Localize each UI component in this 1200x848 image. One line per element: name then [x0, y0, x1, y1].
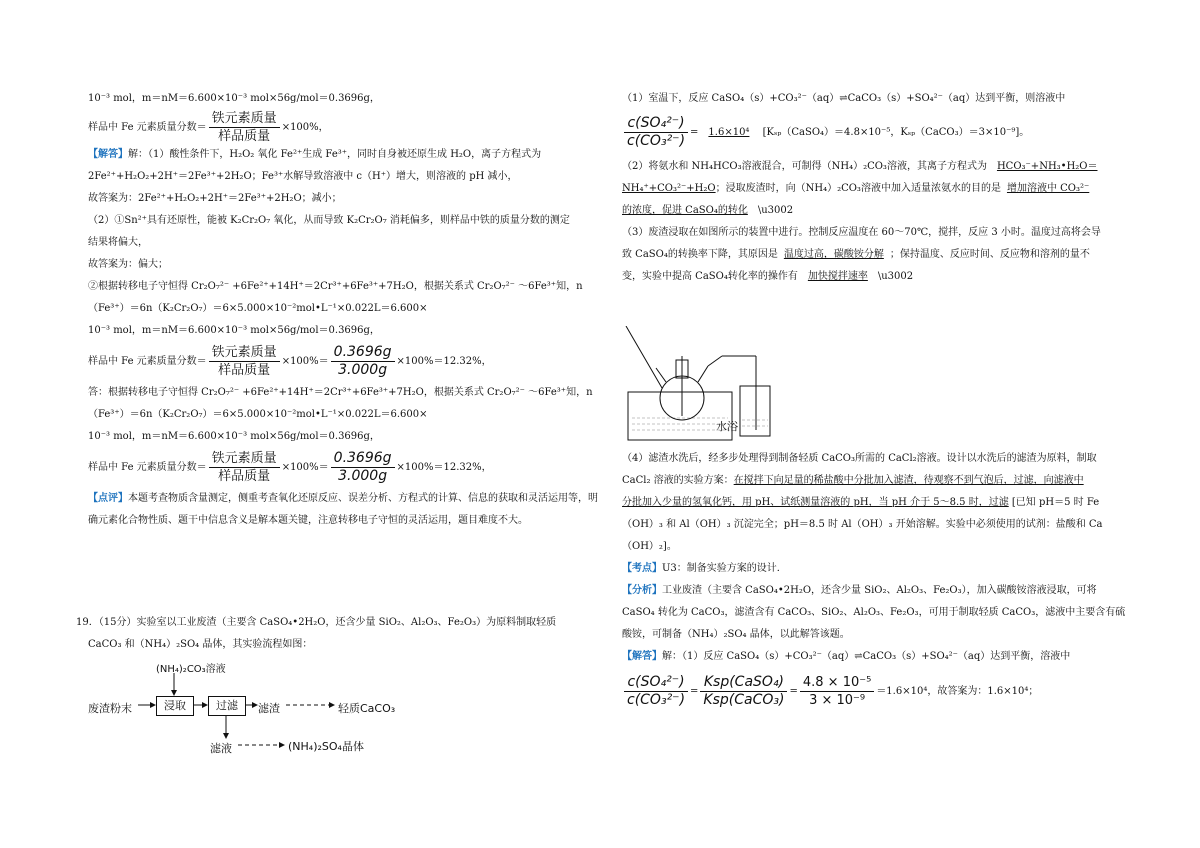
analysis-tag: 【分析】	[622, 585, 662, 596]
answer-blank: 的浓度，促进 CaSO₄的转化	[622, 205, 748, 216]
keypoint-line: 【考点】U3：制备实验方案的设计．	[622, 563, 787, 574]
formula-line: $\frac{\text{c(SO₄²⁻)}}{\text{c(CO₃²⁻)}}$ = $\frac{\text{Ksp(CaSO₄)}}{\text{Ksp(CaCO₃)}}$ = $\frac{\text{4.8 × 10⁻⁵}}{\text{3 × 10⁻⁹}}$ ＝1.6×10⁴，故答案为：1.6×10⁴；	[622, 668, 1130, 716]
comment-paragraph: 【点评】本题考查物质含量测定，侧重考查氧化还原反应、误差分析、方程式的计算、信息的获取和灵活运用等，明确元素化合物性质、题干中信息含义是解本题关键，注意转移电子守恒的灵活运用，题目难度不大。	[88, 493, 598, 526]
text-line: （2）将氨水和 NH₄HCO₃溶液混合，可制得（NH₄）₂CO₃溶液，其离子方程式为 HCO₃⁻+NH₃•H₂O＝	[622, 161, 1098, 172]
text-line: CaSO₄ 转化为 CaCO₃，滤渣含有 CaCO₃、SiO₂、Al₂O₃、Fe₂O₃，可用于制取轻质 CaCO₃，滤液中主要含有硫	[622, 607, 1126, 618]
text-line: （3）废渣浸取在如图所示的装置中进行。控制反应温度在 60～70℃，搅拌，反应 3 小时。温度过高将会导	[622, 227, 1101, 238]
left-column	[88, 88, 600, 532]
text-line: 样品中 Fe 元素质量分数＝ $\frac{\text{铁元素质量}}{\text{样品质量}}$ ×100%，	[88, 111, 329, 144]
water-bath-label: 水浴	[716, 420, 738, 433]
answer-blank: HCO₃⁻+NH₃•H₂O＝	[996, 161, 1098, 172]
answer-blank: 分批加入少量的氢氧化钙，用 pH、试纸测量溶液的 pH，当 pH 介于 5～8.5 时，过滤	[622, 497, 1009, 508]
fraction: $\frac{\text{铁元素质量}}{\text{样品质量}}$	[209, 110, 280, 144]
answer-blank: 温度过高，碳酸铵分解	[783, 249, 884, 260]
reagent-label: (NH₄)₂CO₃溶液	[156, 664, 226, 675]
text-line: 答：根据转移电子守恒得 Cr₂O₇²⁻ +6Fe²⁺+14H⁺＝2Cr³⁺+6Fe³⁺+7H₂O，根据关系式 Cr₂O₇²⁻ ～6Fe³⁺知，n	[88, 387, 593, 398]
fraction: $\frac{\text{4.8 × 10⁻⁵}}{\text{3 × 10⁻⁹}}$	[800, 674, 874, 709]
text-line: CaCl₂ 溶液的实验方案：在搅拌下向足量的稀盐酸中分批加入滤渣，待观察不到气泡后，过滤，向滤液中	[622, 475, 1084, 486]
filtrate-label: 滤液	[210, 742, 232, 755]
text-line: NH₄⁺+CO₃²⁻+H₂O；浸取废渣时，向（NH₄）₂CO₃溶液中加入适量浓氨水的目的是 增加溶液中 CO₃²⁻	[622, 183, 1090, 194]
text-line: 10⁻³ mol，m＝nM＝6.600×10⁻³ mol×56g/mol＝0.3696g，	[88, 93, 380, 104]
fraction: $\frac{\text{Ksp(CaSO₄)}}{\text{Ksp(CaCO₃)}}$	[700, 674, 787, 709]
answer-blank: NH₄⁺+CO₃²⁻+H₂O	[622, 183, 716, 194]
flow-arrows	[88, 656, 508, 756]
text-line: 故答案为：2Fe²⁺+H₂O₂+2H⁺＝2Fe³⁺+2H₂O；减小；	[88, 193, 342, 204]
fraction: $\frac{\text{铁元素质量}}{\text{样品质量}}$	[209, 450, 280, 485]
text-line: 2Fe²⁺+H₂O₂+2H⁺＝2Fe³⁺+2H₂O；Fe³⁺水解导致溶液中 c（H⁺）增大，则溶液的 pH 减小，	[88, 171, 518, 182]
analysis-line: 【分析】工业废渣（主要含 CaSO₄•2H₂O，还含少量 SiO₂、Al₂O₃、Fe₂O₃），加入碳酸铵溶液浸取，可将	[622, 585, 1097, 596]
product2-label: (NH₄)₂SO₄晶体	[288, 740, 364, 753]
answer-line: 【解答】解：（1）酸性条件下，H₂O₂ 氧化 Fe²⁺生成 Fe³⁺，同时自身被还原生成 H₂O，离子方程式为	[88, 149, 542, 160]
text-line: 的浓度，促进 CaSO₄的转化 \u3002	[622, 205, 794, 216]
apparatus-figure	[622, 326, 782, 444]
question-19: 19．（15分）实验室以工业废渣（主要含 CaSO₄•2H₂O，还含少量 SiO₂、Al₂O₃、Fe₂O₃）为原料制取轻质 CaCO₃ 和（NH₄）₂SO₄ 晶体，其实验流程如图：	[76, 617, 557, 650]
text-line: （4）滤渣水洗后，经多步处理得到制备轻质 CaCO₃所需的 CaCl₂溶液。设计以水洗后的滤渣为原料，制取	[622, 453, 1097, 464]
text-line: 样品中 Fe 元素质量分数＝ $\frac{\text{铁元素质量}}{\text{样品质量}}$ ×100%＝ $\frac{0.3696g}{3.000g}$ ×100%＝12.32%，	[88, 344, 492, 378]
text-line: （2）①Sn²⁺具有还原性，能被 K₂Cr₂O₇ 氧化，从而导致 K₂Cr₂O₇ 消耗偏多，则样品中铁的质量分数的测定	[88, 215, 570, 226]
answer-tag: 【解答】	[88, 149, 128, 160]
answer-blank: 加快搅拌速率	[807, 271, 868, 282]
text-line: （OH）₃ 和 Al（OH）₃ 沉淀完全；pH＝8.5 时 Al（OH）₃ 开始溶解。实验中必须使用的试剂：盐酸和 Ca	[622, 519, 1103, 530]
start-label: 废渣粉末	[88, 702, 132, 715]
answer-tag: 【解答】	[622, 651, 662, 662]
text-line: （1）室温下，反应 CaSO₄（s）+CO₃²⁻（aq）⇌CaCO₃（s）+SO₄²⁻（aq）达到平衡，则溶液中	[622, 93, 1066, 104]
fraction: $\frac{\text{c(SO₄²⁻)}}{\text{c(CO₃²⁻)}}$	[624, 674, 688, 709]
text-line: 结果将偏大，	[88, 237, 148, 248]
keypoint-tag: 【考点】	[622, 563, 662, 574]
product1-label: 轻质CaCO₃	[338, 702, 396, 715]
text-line: 样品中 Fe 元素质量分数＝ $\frac{\text{铁元素质量}}{\text{样品质量}}$ ×100%＝ $\frac{0.3696g}{3.000g}$ ×100%＝12.32%，	[88, 450, 492, 484]
answer-line: 【解答】解：（1）反应 CaSO₄（s）+CO₃²⁻（aq）⇌CaCO₃（s）+SO₄²⁻（aq）达到平衡，溶液中	[622, 651, 1071, 662]
text-line: （Fe³⁺）＝6n（K₂Cr₂O₇）＝6×5.000×10⁻²mol•L⁻¹×0.022L＝6.600×	[88, 303, 428, 314]
answer-blank: 在搅拌下向足量的稀盐酸中分批加入滤渣，待观察不到气泡后，过滤，向滤液中	[733, 475, 1084, 486]
step-leach: 浸取	[156, 696, 194, 716]
flow-diagram	[88, 656, 508, 756]
text-line: 10⁻³ mol，m＝nM＝6.600×10⁻³ mol×56g/mol＝0.3696g，	[88, 325, 380, 336]
fraction: $\frac{0.3696g}{3.000g}$	[331, 344, 395, 379]
fraction: $\frac{0.3696g}{3.000g}$	[331, 450, 395, 485]
text-line: （Fe³⁺）＝6n（K₂Cr₂O₇）＝6×5.000×10⁻²mol•L⁻¹×0.022L＝6.600×	[88, 409, 428, 420]
right-lower	[622, 448, 1130, 716]
comment-tag: 【点评】	[88, 493, 128, 504]
answer-blank: 1.6×10⁴	[708, 127, 750, 138]
step-filter: 过滤	[208, 696, 246, 716]
text-line: 故答案为：偏大；	[88, 259, 168, 270]
residue-label: 滤渣	[258, 702, 280, 715]
apparatus-drawing	[622, 326, 782, 444]
text-line: 酸铵，可制备（NH₄）₂SO₄ 晶体，以此解答该题。	[622, 629, 850, 640]
answer-blank: 增加溶液中 CO₃²⁻	[1006, 183, 1090, 194]
right-column	[622, 88, 1130, 288]
fraction: $\frac{\text{铁元素质量}}{\text{样品质量}}$	[209, 344, 280, 379]
text-line: （OH）₂]。	[622, 541, 677, 552]
text-line: 10⁻³ mol，m＝nM＝6.600×10⁻³ mol×56g/mol＝0.3696g，	[88, 431, 380, 442]
text-line: $\frac{\text{c(SO₄²⁻)}}{\text{c(CO₃²⁻)}}$ = 1.6×10⁴ [Kₛₚ（CaSO₄）＝4.8×10⁻⁵，Kₛₚ（CaCO₃）＝3×10⁻⁹]。	[622, 110, 1130, 156]
text-line: 致 CaSO₄的转换率下降，其原因是 温度过高，碳酸铵分解 ；保持温度、反应时间、反应物和溶剂的量不	[622, 249, 1090, 260]
text-line: ②根据转移电子守恒得 Cr₂O₇²⁻ +6Fe²⁺+14H⁺＝2Cr³⁺+6Fe³⁺+7H₂O，根据关系式 Cr₂O₇²⁻ ～6Fe³⁺知，n	[88, 281, 583, 292]
text-line: 分批加入少量的氢氧化钙，用 pH、试纸测量溶液的 pH，当 pH 介于 5～8.5 时，过滤 [已知 pH＝5 时 Fe	[622, 497, 1100, 508]
fraction: $\frac{\text{c(SO₄²⁻)}}{\text{c(CO₃²⁻)}}$	[624, 115, 688, 150]
text-line: 变，实验中提高 CaSO₄转化率的操作有 加快搅拌速率 \u3002	[622, 271, 914, 282]
